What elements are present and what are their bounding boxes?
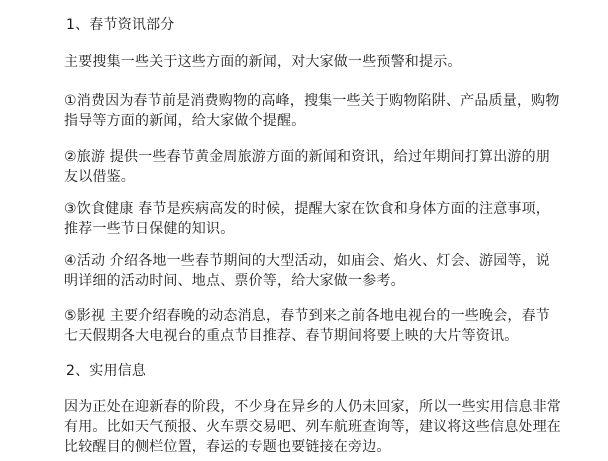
item-5-line-1: ⑤影视 主要介绍春晚的动态消息，春节到来之前各地电视台的一些晚会，春节 [64, 308, 550, 324]
item-1-line-2: 指导等方面的新闻，给大家做个提醒。 [64, 113, 306, 129]
item-4-line-1: ④活动 介绍各地一些春节期间的大型活动，如庙会、焰火、灯会、游园等，说 [64, 253, 550, 269]
section-2-line-2: 有用。比如天气预报、火车票交易吧、列车航班查询等，建议将这些信息处理在 [64, 419, 561, 435]
item-3-line-1: ③饮食健康 春节是疾病高发的时候，提醒大家在饮食和身体方面的注意事项， [64, 201, 550, 217]
section-1-heading: 1、春节资讯部分 [66, 17, 175, 33]
section-1-intro: 主要搜集一些关于这些方面的新闻，对大家做一些预警和提示。 [64, 54, 462, 70]
section-2-heading: 2、实用信息 [66, 363, 147, 379]
item-2-line-2: 友以借鉴。 [64, 169, 135, 185]
item-3-line-2: 推荐一些节日保健的知识。 [64, 221, 235, 237]
item-4-line-2: 明详细的活动时间、地点、票价等，给大家做一参考。 [64, 273, 405, 289]
item-5-line-2: 七天假期各大电视台的重点节目推荐、春节期间将要上映的大片等资讯。 [64, 328, 519, 344]
section-2-line-3: 比较醒目的侧栏位置，春运的专题也要链接在旁边。 [64, 439, 391, 455]
section-2-line-1: 因为正处在迎新春的阶段，不少身在异乡的人仍未回家，所以一些实用信息非常 [64, 399, 561, 415]
item-1-line-1: ①消费因为春节前是消费购物的高峰，搜集一些关于购物陷阱、产品质量，购物 [64, 93, 560, 109]
item-2-line-1: ②旅游 提供一些春节黄金周旅游方面的新闻和资讯，给过年期间打算出游的朋 [64, 149, 550, 165]
